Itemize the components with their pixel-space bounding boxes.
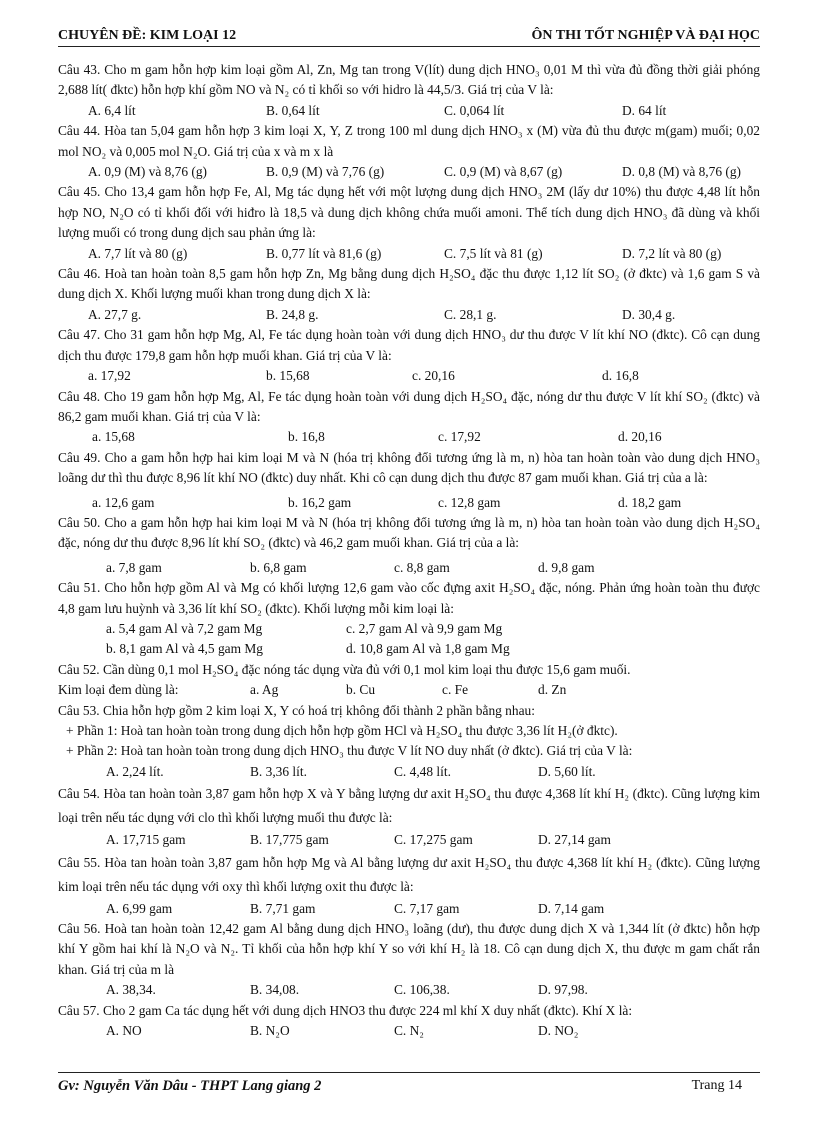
options-prefix: Kim loại đem dùng là: xyxy=(58,682,179,698)
option-b: b. 6,8 gam xyxy=(250,559,307,575)
question-50 xyxy=(58,513,760,578)
answer-options xyxy=(58,1021,760,1041)
question-46 xyxy=(58,264,760,325)
option-b: B. 0,77 lít và 81,6 (g) xyxy=(266,245,382,261)
page-footer xyxy=(58,1076,760,1098)
option-a: A. 38,34. xyxy=(106,982,156,998)
question-part-1: + Phần 1: Hoà tan hoàn toàn trong dung dịch hỗn hợp gồm HCl và H₂SO₄ thu được 3,36 lít H₂(ở đktc). xyxy=(66,723,618,738)
answer-options xyxy=(58,493,760,513)
question-54 xyxy=(58,782,760,850)
option-c: c. 2,7 gam Al và 9,9 gam Mg xyxy=(346,620,503,636)
answer-options xyxy=(58,162,760,182)
option-d: d. Zn xyxy=(538,682,567,698)
option-a: a. 7,8 gam xyxy=(106,559,162,575)
question-48 xyxy=(58,387,760,448)
question-stem: Câu 55. Hòa tan hoàn toàn 3,87 gam hỗn hợp Mg và Al bằng lượng dư axit H₂SO₄ thu được 4,368 lít khí H₂ (đktc). Cũng lượng kim loại trên nếu tác dụng với oxy thì khối lượng oxit thu được là: xyxy=(58,854,760,894)
answer-options xyxy=(58,427,760,447)
option-a: A. 2,24 lít. xyxy=(106,763,164,779)
option-d: D. 0,8 (M) và 8,76 (g) xyxy=(622,164,742,180)
option-d: D. 7,14 gam xyxy=(538,900,605,916)
answer-options xyxy=(58,980,760,1000)
option-a: a. 15,68 xyxy=(92,429,135,445)
answer-options xyxy=(58,899,760,919)
option-b: B. 17,775 gam xyxy=(250,832,329,848)
question-47 xyxy=(58,325,760,386)
option-c: C. 7,17 gam xyxy=(394,900,460,916)
question-stem: Câu 54. Hòa tan hoàn toàn 3,87 gam hỗn hợp X và Y bằng lượng dư axit H₂SO₄ thu được 4,368 lít khí H₂ (đktc). Cũng lượng kim loại trên nếu tác dụng với clo thì khối lượng muối thu được là: xyxy=(58,786,760,826)
option-d: d. 9,8 gam xyxy=(538,559,595,575)
page-number: Trang 14 xyxy=(691,1078,742,1093)
option-a: A. 7,7 lít và 80 (g) xyxy=(88,245,188,261)
option-b: B. 0,64 lít xyxy=(266,102,320,118)
option-c: c. 20,16 xyxy=(412,368,455,384)
option-a: A. 0,9 (M) và 8,76 (g) xyxy=(88,164,208,180)
option-d: D. 27,14 gam xyxy=(538,832,611,848)
option-a: A. 6,99 gam xyxy=(106,900,173,916)
footer-divider xyxy=(58,1072,760,1073)
page-header xyxy=(58,26,760,44)
question-stem: Câu 48. Cho 19 gam hỗn hợp Mg, Al, Fe tác dụng hoàn toàn với dung dịch H₂SO₄ đặc, nóng dư thu được V lít khí SO₂ (đktc) và 86,2 gam muối khan. Giá trị của V là: xyxy=(58,388,760,424)
option-c: c. 12,8 gam xyxy=(438,494,501,510)
option-c: C. 0,9 (M) và 8,67 (g) xyxy=(444,164,563,180)
option-a: a. 17,92 xyxy=(88,368,131,384)
option-b: B. 3,36 lít. xyxy=(250,763,307,779)
option-b: b. 8,1 gam Al và 4,5 gam Mg xyxy=(106,641,263,657)
question-stem: Câu 52. Cần dùng 0,1 mol H₂SO₄ đặc nóng tác dụng vừa đủ với 0,1 mol kim loại thu được 15,6 gam muối. xyxy=(58,661,631,677)
option-c: C. N₂ xyxy=(394,1023,424,1039)
option-c: C. 4,48 lít. xyxy=(394,763,451,779)
answer-options-row-1 xyxy=(58,619,760,639)
question-56 xyxy=(58,919,760,1001)
option-c: c. Fe xyxy=(442,682,469,698)
answer-options xyxy=(58,101,760,121)
option-c: C. 0,064 lít xyxy=(444,102,505,118)
option-a: A. NO xyxy=(106,1023,142,1039)
option-d: D. 64 lít xyxy=(622,102,667,118)
question-stem: Câu 49. Cho a gam hỗn hợp hai kim loại M và N (hóa trị không đổi tương ứng là m, n) hòa tan hoàn toàn vào dung dịch HNO₃ loãng dư thì thu được 8,96 lít khí NO (đktc) duy nhất. Khi cô cạn dung dịch thu được 87 gam muối khan. Giá trị của a là: xyxy=(58,449,760,486)
answer-options xyxy=(58,762,760,782)
option-c: c. 8,8 gam xyxy=(394,559,450,575)
question-52 xyxy=(58,660,760,701)
option-b: B. 0,9 (M) và 7,76 (g) xyxy=(266,164,385,180)
option-d: d. 20,16 xyxy=(618,429,662,445)
question-stem: Câu 57. Cho 2 gam Ca tác dụng hết với dung dịch HNO3 thu được 224 ml khí X duy nhất (đktc). Khí X là: xyxy=(58,1002,633,1018)
option-d: D. 5,60 lít. xyxy=(538,763,596,779)
question-55 xyxy=(58,851,760,919)
header-divider xyxy=(58,46,760,47)
question-stem: Câu 47. Cho 31 gam hỗn hợp Mg, Al, Fe tác dụng hoàn toàn với dung dịch HNO₃ dư thu được V lít khí NO (đktc). Cô cạn dung dịch thu được 179,8 gam hỗn hợp muối khan. Giá trị của V là: xyxy=(58,327,760,363)
option-d: d. 18,2 gam xyxy=(618,494,682,510)
option-d: d. 10,8 gam Al và 1,8 gam Mg xyxy=(346,641,510,657)
question-stem: Câu 53. Chia hỗn hợp gồm 2 kim loại X, Y có hoá trị không đổi thành 2 phần bằng nhau: xyxy=(58,702,535,718)
question-part-2: + Phần 2: Hoà tan hoàn toàn trong dung dịch HNO₃ thu được V lít NO duy nhất (ở đktc). Giá trị của V là: xyxy=(66,743,633,759)
question-53 xyxy=(58,701,760,783)
question-49 xyxy=(58,448,760,513)
option-b: b. 16,8 xyxy=(288,429,325,445)
option-b: B. 34,08. xyxy=(250,982,300,998)
option-d: D. 7,2 lít và 80 (g) xyxy=(622,245,722,261)
option-b: B. N₂O xyxy=(250,1023,290,1039)
question-57 xyxy=(58,1001,760,1042)
option-c: C. 28,1 g. xyxy=(444,306,497,322)
answer-options xyxy=(58,305,760,325)
answer-options xyxy=(58,366,760,386)
answer-options xyxy=(58,244,760,264)
option-b: b. Cu xyxy=(346,682,376,698)
question-stem: Câu 50. Cho a gam hỗn hợp hai kim loại M và N (hóa trị không đổi tương ứng là m, n) hòa tan hoàn toàn vào dung dịch H₂SO₄ đặc, nóng dư thu được 8,96 lít khí SO₂ (đktc) và 46,2 gam muối khan. Giá trị của a là: xyxy=(58,514,760,551)
option-b: B. 24,8 g. xyxy=(266,306,319,322)
answer-options xyxy=(58,830,760,850)
option-a: a. 12,6 gam xyxy=(92,494,155,510)
header-topic: CHUYÊN ĐỀ: KIM LOẠI 12 xyxy=(58,28,237,43)
option-d: D. NO₂ xyxy=(538,1023,579,1039)
question-stem: Câu 56. Hoà tan hoàn toàn 12,42 gam Al bằng dung dịch HNO₃ loãng (dư), thu được dung dịch X và 1,344 lít (ở đktc) hỗn hợp khí Y gồm hai khí là N₂O và N₂. Tỉ khối của hỗn hợp khí Y so với khí H₂ là 18. Cô cạn dung dịch X, thu được m gam chất rắn khan. Giá trị của m là xyxy=(58,921,760,977)
question-45 xyxy=(58,182,760,264)
question-list xyxy=(58,60,760,1041)
option-a: A. 27,7 g. xyxy=(88,306,142,322)
option-d: d. 16,8 xyxy=(602,368,639,384)
question-51 xyxy=(58,578,760,660)
answer-options-row-2 xyxy=(58,639,760,659)
question-stem: Câu 46. Hoà tan hoàn toàn 8,5 gam hỗn hợp Zn, Mg bằng dung dịch H₂SO₄ đặc thu được 1,12 lít SO₂ (ở đktc) và 1,6 gam S và dung dịch X. Khối lượng muối khan trong dung dịch X là: xyxy=(58,266,760,302)
option-a: A. 6,4 lít xyxy=(88,102,136,118)
answer-options xyxy=(58,680,760,700)
question-stem: Câu 51. Cho hỗn hợp gồm Al và Mg có khối lượng 12,6 gam vào cốc đựng axit H₂SO₄ đặc, nóng. Phản ứng hoàn toàn thu được 4,8 gam lưu huỳnh và 3,36 lít khí SO₂ (đktc). Khối lượng mỗi kim loại là: xyxy=(58,580,760,616)
option-c: c. 17,92 xyxy=(438,429,481,445)
question-43 xyxy=(58,60,760,121)
answer-options xyxy=(58,558,760,578)
option-d: D. 97,98. xyxy=(538,982,588,998)
question-stem: Câu 43. Cho m gam hỗn hợp kim loại gồm Al, Zn, Mg tan trong V(lít) dung dịch HNO₃ 0,01 M thì vừa đủ đồng thời giải phóng 2,688 lít( đktc) hỗn hợp khí gồm NO và N₂ có tỉ khối so với hidro là 44,5/3. Giá trị của V là: xyxy=(58,62,760,98)
header-exam: ÔN THI TỐT NGHIỆP VÀ ĐẠI HỌC xyxy=(531,28,760,43)
option-c: C. 7,5 lít và 81 (g) xyxy=(444,245,543,261)
option-b: B. 7,71 gam xyxy=(250,900,316,916)
question-stem: Câu 44. Hòa tan 5,04 gam hỗn hợp 3 kim loại X, Y, Z trong 100 ml dung dịch HNO₃ x (M) vừa đủ thu được m(gam) muối; 0,02 mol NO₂ và 0,005 mol N₂O. Giá trị của x và m x là xyxy=(58,123,760,159)
option-a: a. Ag xyxy=(250,682,279,698)
footer-author: Gv: Nguyễn Văn Dâu - THPT Lang giang 2 xyxy=(58,1078,322,1094)
option-a: a. 5,4 gam Al và 7,2 gam Mg xyxy=(106,620,263,636)
option-c: C. 17,275 gam xyxy=(394,832,473,848)
question-stem: Câu 45. Cho 13,4 gam hỗn hợp Fe, Al, Mg tác dụng hết với một lượng dung dịch HNO₃ 2M (lấy dư 10%) thu được 4,48 lít hỗn hợp NO, N₂O có tỉ khối đối với hiđro là 18,5 và dung dịch không chứa muối amoni. Thể tích dung dịch HNO₃ đã dùng và khối lượng muối có trong dung dịch sau phản ứng là: xyxy=(58,184,760,241)
question-44 xyxy=(58,121,760,182)
option-d: D. 30,4 g. xyxy=(622,306,676,322)
option-b: b. 15,68 xyxy=(266,368,310,384)
option-c: C. 106,38. xyxy=(394,982,450,998)
option-a: A. 17,715 gam xyxy=(106,832,186,848)
option-b: b. 16,2 gam xyxy=(288,494,352,510)
